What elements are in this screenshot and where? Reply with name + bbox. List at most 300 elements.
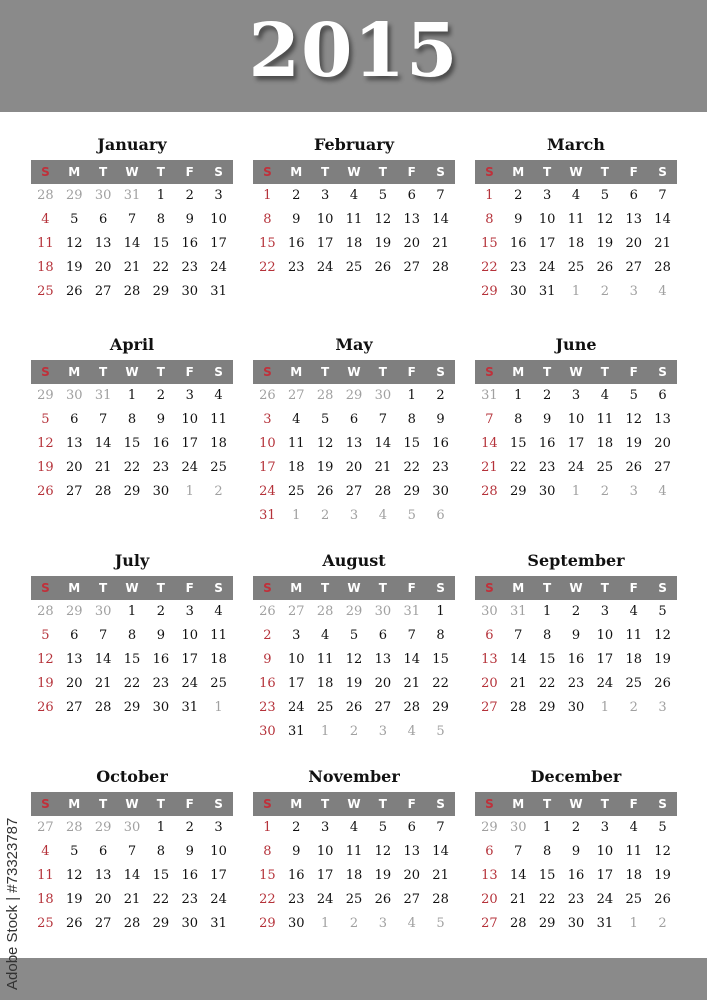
- day-cell: 24: [288, 700, 305, 715]
- day-cell: 26: [66, 284, 83, 299]
- adjacent-month-day: 29: [345, 604, 363, 619]
- day-cell: 16: [288, 868, 305, 883]
- adjacent-month-day: 5: [407, 508, 416, 523]
- day-cell: 31: [210, 916, 227, 931]
- day-cell: 19: [37, 460, 54, 475]
- day-cell: 1: [263, 188, 272, 203]
- week-row: [253, 840, 455, 864]
- day-cell: 25: [37, 284, 54, 299]
- day-cell: 11: [567, 212, 585, 227]
- day-cell: 14: [432, 844, 449, 859]
- day-cell: 18: [37, 892, 54, 907]
- weekday-header: [31, 576, 233, 600]
- weekday-label: W: [347, 797, 361, 811]
- day-cell: 14: [432, 212, 449, 227]
- day-cell: 27: [654, 460, 671, 475]
- day-cell: 15: [510, 436, 527, 451]
- weekday-label: F: [407, 165, 416, 179]
- adjacent-month-day: 1: [185, 484, 194, 499]
- adjacent-month-day: 1: [292, 508, 301, 523]
- day-cell: 1: [542, 820, 552, 835]
- day-cell: 19: [625, 436, 642, 451]
- day-cell: 16: [152, 652, 170, 667]
- month-name: July: [114, 551, 150, 570]
- day-cell: 23: [567, 676, 585, 691]
- day-cell: 16: [510, 236, 527, 251]
- day-cell: 27: [94, 916, 112, 931]
- adjacent-month-day: 4: [658, 484, 667, 499]
- day-cell: 30: [567, 700, 585, 715]
- day-cell: 1: [127, 388, 137, 403]
- week-row: [475, 456, 677, 480]
- day-cell: 20: [345, 460, 363, 475]
- day-cell: 18: [316, 676, 334, 691]
- week-row: [31, 912, 233, 936]
- weekday-label: S: [658, 797, 667, 811]
- day-cell: 16: [181, 868, 198, 883]
- weekday-label: T: [321, 797, 330, 811]
- weekday-label: S: [263, 797, 272, 811]
- weekday-label: S: [214, 165, 223, 179]
- day-cell: 30: [432, 484, 449, 499]
- day-cell: 5: [320, 412, 330, 427]
- day-cell: 19: [374, 868, 392, 883]
- day-cell: 3: [292, 628, 301, 643]
- day-cell: 2: [436, 388, 445, 403]
- adjacent-month-day: 31: [403, 604, 420, 619]
- day-cell: 14: [510, 868, 527, 883]
- adjacent-month-day: 27: [288, 604, 305, 619]
- week-row: [253, 624, 455, 648]
- day-cell: 23: [181, 260, 198, 275]
- day-cell: 28: [374, 484, 392, 499]
- day-cell: 20: [654, 436, 671, 451]
- weekday-label: T: [600, 581, 609, 595]
- day-cell: 22: [152, 260, 170, 275]
- day-cell: 13: [481, 868, 498, 883]
- weekday-header: [475, 360, 677, 384]
- day-cell: 15: [259, 236, 276, 251]
- week-row: [253, 672, 455, 696]
- adjacent-month-day: 1: [320, 724, 330, 739]
- day-cell: 12: [374, 212, 392, 227]
- day-cell: 19: [345, 676, 363, 691]
- day-cell: 12: [374, 844, 392, 859]
- day-cell: 22: [481, 260, 498, 275]
- day-cell: 16: [432, 436, 449, 451]
- day-cell: 24: [538, 260, 556, 275]
- day-cell: 17: [316, 868, 334, 883]
- day-cell: 12: [345, 652, 363, 667]
- day-cell: 25: [596, 460, 614, 475]
- day-cell: 13: [345, 436, 363, 451]
- week-row: [475, 648, 677, 672]
- adjacent-month-day: 30: [94, 188, 112, 203]
- day-cell: 8: [542, 628, 552, 643]
- adjacent-month-day: 3: [378, 916, 387, 931]
- day-cell: 7: [98, 412, 108, 427]
- day-cell: 17: [596, 652, 614, 667]
- day-cell: 19: [316, 460, 334, 475]
- day-cell: 8: [263, 212, 272, 227]
- weekday-label: M: [68, 165, 81, 179]
- day-cell: 29: [152, 284, 170, 299]
- day-cell: 26: [654, 676, 671, 691]
- week-row: [475, 864, 677, 888]
- weekday-label: T: [321, 581, 330, 595]
- week-row: [475, 672, 677, 696]
- day-cell: 4: [629, 820, 638, 835]
- day-cell: 21: [403, 676, 420, 691]
- adjacent-month-day: 4: [658, 284, 667, 299]
- adjacent-month-day: 31: [94, 388, 112, 403]
- day-cell: 4: [629, 604, 638, 619]
- day-cell: 17: [210, 236, 227, 251]
- day-cell: 17: [181, 436, 198, 451]
- week-row: [475, 432, 677, 456]
- adjacent-month-day: 4: [407, 724, 416, 739]
- day-cell: 27: [403, 260, 420, 275]
- day-cell: 26: [654, 892, 671, 907]
- day-cell: 2: [185, 188, 194, 203]
- day-cell: 6: [407, 820, 416, 835]
- adjacent-month-day: 3: [349, 508, 359, 523]
- day-cell: 6: [378, 628, 387, 643]
- day-cell: 18: [596, 436, 614, 451]
- weekday-header: [31, 360, 233, 384]
- weekday-label: W: [125, 165, 139, 179]
- adjacent-month-day: 1: [571, 284, 581, 299]
- adjacent-month-day: 1: [571, 484, 581, 499]
- weekday-label: F: [407, 365, 416, 379]
- day-cell: 6: [485, 628, 494, 643]
- day-cell: 22: [123, 676, 141, 691]
- day-cell: 25: [37, 916, 54, 931]
- day-cell: 28: [403, 700, 420, 715]
- day-cell: 20: [403, 868, 420, 883]
- month-name: November: [308, 767, 400, 786]
- day-cell: 27: [66, 700, 83, 715]
- day-cell: 3: [542, 188, 552, 203]
- week-row: [31, 600, 233, 624]
- day-cell: 29: [403, 484, 420, 499]
- day-cell: 22: [123, 460, 141, 475]
- week-row: [31, 672, 233, 696]
- day-cell: 18: [345, 236, 363, 251]
- week-row: [31, 184, 233, 208]
- day-cell: 25: [210, 676, 227, 691]
- adjacent-month-day: 28: [37, 188, 54, 203]
- day-cell: 20: [66, 676, 83, 691]
- day-cell: 5: [629, 388, 638, 403]
- day-cell: 13: [403, 844, 420, 859]
- day-cell: 24: [316, 260, 334, 275]
- adjacent-month-day: 26: [259, 388, 276, 403]
- weekday-label: W: [125, 581, 139, 595]
- week-row: [253, 432, 455, 456]
- day-cell: 21: [123, 260, 141, 275]
- day-cell: 3: [320, 188, 330, 203]
- adjacent-month-day: 6: [436, 508, 445, 523]
- week-row: [475, 232, 677, 256]
- adjacent-month-day: 2: [349, 724, 359, 739]
- day-cell: 19: [66, 260, 83, 275]
- month-march: [475, 130, 677, 304]
- day-cell: 9: [436, 412, 445, 427]
- day-cell: 31: [181, 700, 198, 715]
- day-cell: 13: [625, 212, 642, 227]
- adjacent-month-day: 1: [214, 700, 223, 715]
- adjacent-month-day: 30: [94, 604, 112, 619]
- day-cell: 8: [436, 628, 445, 643]
- weekday-label: S: [41, 365, 50, 379]
- day-cell: 8: [127, 628, 137, 643]
- day-cell: 22: [538, 892, 556, 907]
- day-cell: 23: [538, 460, 556, 475]
- day-cell: 15: [481, 236, 498, 251]
- weekday-label: S: [658, 581, 667, 595]
- adjacent-month-day: 30: [374, 388, 392, 403]
- month-may: [253, 330, 455, 528]
- day-cell: 21: [432, 868, 449, 883]
- day-cell: 23: [432, 460, 449, 475]
- weekday-label: T: [321, 365, 330, 379]
- month-february: [253, 130, 455, 280]
- week-row: [253, 232, 455, 256]
- day-cell: 5: [41, 412, 50, 427]
- month-name: January: [97, 135, 167, 154]
- weekday-label: M: [290, 165, 303, 179]
- weekday-label: S: [485, 165, 494, 179]
- adjacent-month-day: 4: [407, 916, 416, 931]
- day-cell: 22: [152, 892, 170, 907]
- weekday-label: F: [407, 797, 416, 811]
- week-row: [31, 864, 233, 888]
- day-cell: 30: [259, 724, 276, 739]
- day-cell: 26: [37, 700, 54, 715]
- day-cell: 12: [654, 844, 671, 859]
- day-cell: 9: [156, 412, 165, 427]
- adjacent-month-day: 2: [658, 916, 667, 931]
- adjacent-month-day: 27: [37, 820, 54, 835]
- adjacent-month-day: 28: [316, 388, 334, 403]
- week-row: [253, 456, 455, 480]
- month-august: [253, 546, 455, 744]
- day-cell: 28: [123, 916, 141, 931]
- adjacent-month-day: 30: [66, 388, 83, 403]
- day-cell: 26: [37, 484, 54, 499]
- adjacent-month-day: 30: [123, 820, 141, 835]
- day-cell: 18: [210, 436, 227, 451]
- weekday-label: F: [407, 581, 416, 595]
- weekday-label: T: [600, 365, 609, 379]
- day-cell: 26: [66, 916, 83, 931]
- day-cell: 27: [403, 892, 420, 907]
- weekday-label: M: [68, 797, 81, 811]
- day-cell: 18: [567, 236, 585, 251]
- week-row: [31, 432, 233, 456]
- week-row: [475, 600, 677, 624]
- weekday-label: T: [378, 165, 387, 179]
- day-cell: 4: [41, 844, 50, 859]
- day-cell: 20: [403, 236, 420, 251]
- day-cell: 13: [94, 868, 112, 883]
- day-cell: 26: [374, 260, 392, 275]
- day-cell: 23: [288, 892, 305, 907]
- weekday-label: M: [290, 365, 303, 379]
- weekday-label: W: [569, 581, 583, 595]
- day-cell: 12: [654, 628, 671, 643]
- week-row: [253, 408, 455, 432]
- week-row: [475, 480, 677, 504]
- week-row: [31, 232, 233, 256]
- day-cell: 1: [127, 604, 137, 619]
- adjacent-month-day: 1: [629, 916, 638, 931]
- day-cell: 11: [345, 212, 363, 227]
- adjacent-month-day: 26: [259, 604, 276, 619]
- weekday-label: S: [263, 581, 272, 595]
- day-cell: 28: [432, 892, 449, 907]
- day-cell: 27: [374, 700, 392, 715]
- day-cell: 20: [481, 892, 498, 907]
- weekday-label: W: [569, 797, 583, 811]
- day-cell: 7: [436, 188, 445, 203]
- weekday-header: [253, 576, 455, 600]
- weekday-label: T: [600, 165, 609, 179]
- weekday-label: T: [156, 365, 165, 379]
- day-cell: 9: [185, 844, 194, 859]
- day-cell: 26: [625, 460, 642, 475]
- day-cell: 12: [37, 652, 54, 667]
- day-cell: 13: [403, 212, 420, 227]
- month-name: October: [96, 767, 168, 786]
- day-cell: 5: [658, 604, 667, 619]
- footer-bar: [0, 958, 707, 1000]
- day-cell: 1: [156, 188, 165, 203]
- day-cell: 7: [127, 844, 137, 859]
- week-row: [253, 696, 455, 720]
- day-cell: 2: [571, 820, 581, 835]
- day-cell: 15: [152, 868, 170, 883]
- month-name: August: [322, 551, 386, 570]
- day-cell: 23: [288, 260, 305, 275]
- day-cell: 9: [263, 652, 272, 667]
- day-cell: 4: [214, 604, 223, 619]
- week-row: [31, 256, 233, 280]
- weekday-label: T: [543, 581, 552, 595]
- weekday-label: W: [125, 797, 139, 811]
- day-cell: 2: [156, 604, 165, 619]
- day-cell: 9: [185, 212, 194, 227]
- week-row: [31, 208, 233, 232]
- weekday-label: M: [512, 797, 525, 811]
- weekday-label: T: [543, 797, 552, 811]
- day-cell: 11: [625, 844, 642, 859]
- day-cell: 18: [625, 652, 642, 667]
- week-row: [31, 648, 233, 672]
- day-cell: 14: [481, 436, 498, 451]
- day-cell: 29: [152, 916, 170, 931]
- week-row: [253, 256, 455, 280]
- adjacent-month-day: 2: [214, 484, 223, 499]
- weekday-label: F: [185, 797, 194, 811]
- day-cell: 8: [156, 844, 165, 859]
- week-row: [253, 480, 455, 504]
- day-cell: 30: [181, 284, 198, 299]
- day-cell: 10: [210, 844, 227, 859]
- day-cell: 23: [259, 700, 276, 715]
- day-cell: 10: [288, 652, 305, 667]
- day-cell: 12: [316, 436, 334, 451]
- adjacent-month-day: 1: [600, 700, 609, 715]
- weekday-label: W: [569, 165, 583, 179]
- weekday-label: T: [378, 581, 387, 595]
- day-cell: 2: [571, 604, 581, 619]
- day-cell: 10: [316, 212, 334, 227]
- day-cell: 28: [481, 484, 498, 499]
- day-cell: 11: [316, 652, 334, 667]
- adjacent-month-day: 29: [481, 820, 498, 835]
- day-cell: 5: [349, 628, 359, 643]
- week-row: [31, 696, 233, 720]
- day-cell: 3: [320, 820, 330, 835]
- weekday-label: T: [321, 165, 330, 179]
- day-cell: 26: [345, 700, 363, 715]
- week-row: [475, 280, 677, 304]
- weekday-label: T: [99, 365, 108, 379]
- week-row: [475, 816, 677, 840]
- day-cell: 23: [152, 460, 170, 475]
- day-cell: 23: [510, 260, 527, 275]
- day-cell: 18: [37, 260, 54, 275]
- adjacent-month-day: 2: [349, 916, 359, 931]
- day-cell: 6: [98, 844, 108, 859]
- week-row: [253, 720, 455, 744]
- day-cell: 21: [481, 460, 498, 475]
- weekday-label: S: [436, 165, 445, 179]
- day-cell: 11: [288, 436, 305, 451]
- day-cell: 1: [156, 820, 165, 835]
- day-cell: 8: [485, 212, 494, 227]
- day-cell: 5: [378, 820, 387, 835]
- month-name: December: [530, 767, 622, 786]
- day-cell: 9: [514, 212, 523, 227]
- day-cell: 30: [510, 284, 527, 299]
- day-cell: 16: [567, 868, 585, 883]
- day-cell: 3: [600, 820, 609, 835]
- day-cell: 11: [210, 628, 227, 643]
- day-cell: 22: [538, 676, 556, 691]
- day-cell: 28: [510, 700, 527, 715]
- day-cell: 24: [259, 484, 276, 499]
- week-row: [253, 504, 455, 528]
- day-cell: 28: [94, 484, 112, 499]
- day-cell: 27: [94, 284, 112, 299]
- day-cell: 25: [210, 460, 227, 475]
- adjacent-month-day: 28: [66, 820, 83, 835]
- month-name: June: [555, 335, 597, 354]
- day-cell: 4: [600, 388, 609, 403]
- day-cell: 5: [41, 628, 50, 643]
- day-cell: 9: [542, 412, 552, 427]
- day-cell: 21: [94, 460, 112, 475]
- day-cell: 8: [156, 212, 165, 227]
- week-row: [253, 184, 455, 208]
- week-row: [475, 840, 677, 864]
- day-cell: 1: [514, 388, 523, 403]
- week-row: [475, 184, 677, 208]
- weekday-header: [475, 576, 677, 600]
